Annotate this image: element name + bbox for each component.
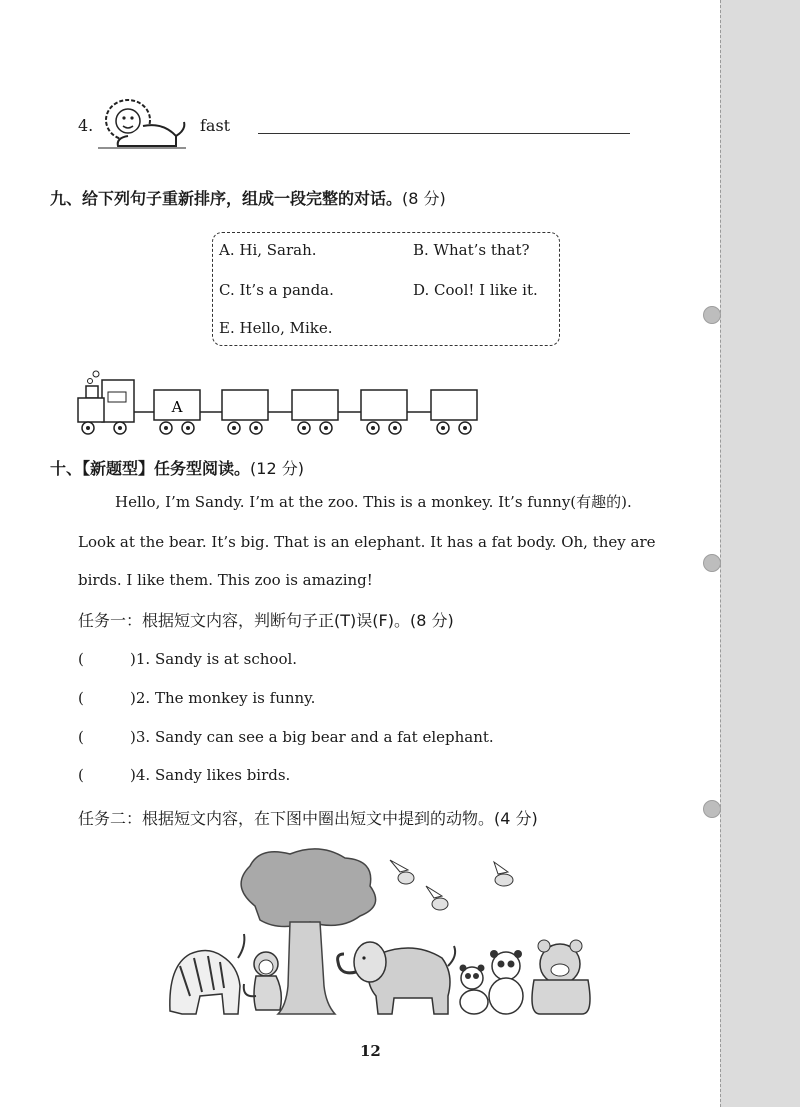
tiger-icon[interactable] bbox=[170, 934, 245, 1014]
question-4-number: 4. bbox=[78, 116, 94, 135]
passage-line-2: Look at the bear. It’s big. That is an elephant. It has a fat body. Oh, they are bbox=[78, 533, 656, 551]
option-d: D. Cool! I like it. bbox=[413, 281, 538, 299]
train-car-1[interactable] bbox=[154, 390, 200, 434]
passage-line-1: Hello, I’m Sandy. I’m at the zoo. This is a monkey. It’s funny(有趣的). bbox=[115, 493, 632, 511]
locomotive-icon bbox=[78, 371, 134, 434]
bear-icon[interactable] bbox=[532, 940, 590, 1014]
binding-hole-icon bbox=[703, 306, 721, 324]
task-2-instruction: 任务二：根据短文内容，在下图中圈出短文中提到的动物。(4 分) bbox=[78, 809, 538, 828]
train-car-3[interactable] bbox=[292, 390, 338, 434]
binding-margin bbox=[720, 0, 800, 1107]
statement-1: ( )1. Sandy is at school. bbox=[78, 650, 298, 668]
statement-2: ( )2. The monkey is funny. bbox=[78, 689, 316, 707]
answer-line[interactable] bbox=[258, 133, 630, 134]
binding-hole-icon bbox=[703, 554, 721, 572]
question-4-word: fast bbox=[200, 116, 231, 135]
dialogue-options-box bbox=[212, 232, 560, 346]
zoo-illustration bbox=[160, 846, 620, 1022]
page-number: 12 bbox=[360, 1042, 381, 1060]
statement-4: ( )4. Sandy likes birds. bbox=[78, 766, 291, 784]
statement-3: ( )3. Sandy can see a big bear and a fat elephant. bbox=[78, 728, 494, 746]
binding-hole-icon bbox=[703, 800, 721, 818]
train-car-1-label: A bbox=[171, 398, 183, 416]
option-e: E. Hello, Mike. bbox=[219, 319, 333, 337]
train-car-4[interactable] bbox=[361, 390, 407, 434]
elephant-icon[interactable] bbox=[338, 942, 456, 1014]
task-1-instruction: 任务一：根据短文内容，判断句子正(T)误(F)。(8 分) bbox=[78, 611, 454, 630]
train-car-5[interactable] bbox=[431, 390, 477, 434]
bird-icon[interactable] bbox=[390, 860, 513, 910]
panda-icon[interactable] bbox=[460, 950, 524, 1014]
section-10-title: 十、【新题型】任务型阅读。(12 分) bbox=[50, 459, 304, 478]
option-a: A. Hi, Sarah. bbox=[219, 241, 317, 259]
passage-line-3: birds. I like them. This zoo is amazing! bbox=[78, 571, 373, 589]
section-9-title: 九、给下列句子重新排序，组成一段完整的对话。(8 分) bbox=[50, 189, 446, 208]
lion-icon bbox=[98, 96, 188, 154]
option-b: B. What’s that? bbox=[413, 241, 530, 259]
train-diagram bbox=[74, 368, 494, 438]
option-c: C. It’s a panda. bbox=[219, 281, 334, 299]
train-car-2[interactable] bbox=[222, 390, 268, 434]
monkey-icon[interactable] bbox=[244, 952, 282, 1010]
